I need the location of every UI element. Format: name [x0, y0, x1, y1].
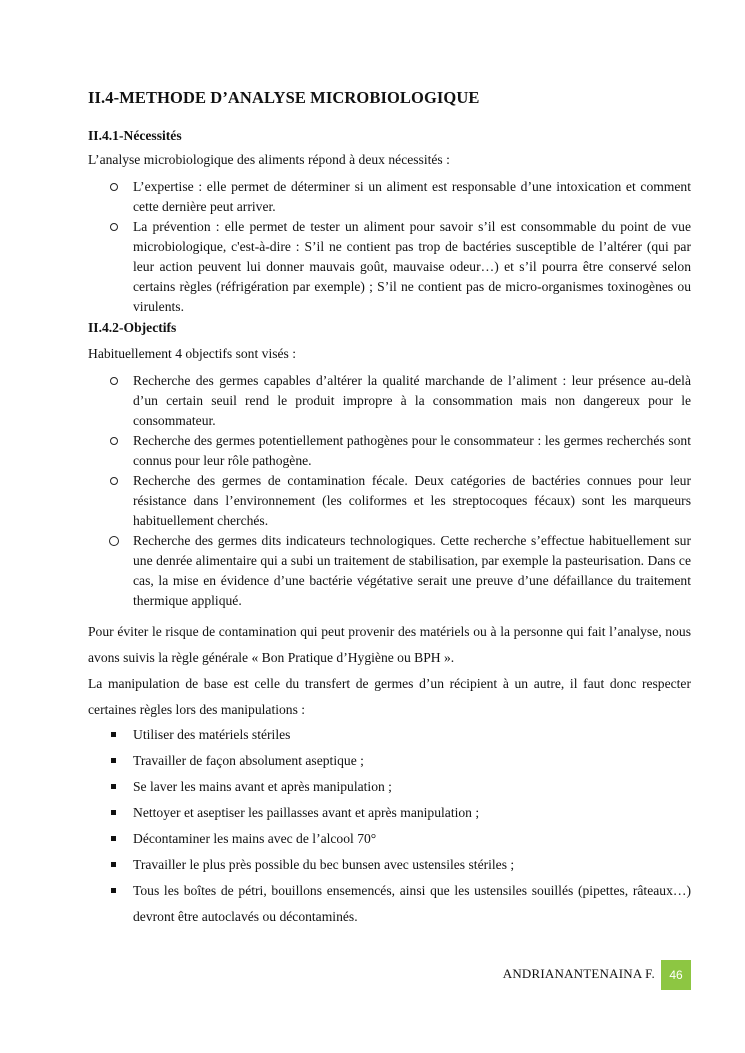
rules-list	[88, 722, 691, 930]
list-item: Travailler le plus près possible du bec bunsen avec ustensiles stériles ;	[88, 852, 691, 878]
list-item: Nettoyer et aseptiser les paillasses avant et après manipulation ;	[88, 800, 691, 826]
list-item: Décontaminer les mains avec de l’alcool 70°	[88, 826, 691, 852]
subsection-title-necessites: II.4.1-Nécessités	[88, 128, 182, 143]
list-item: La prévention : elle permet de tester un aliment pour savoir s’il est consommable du point de vue microbiologique, c'est-à-dire : S’il ne contient pas trop de bactéries susceptible de l’altérer (qui par leur action peuvent lui donner mauvais goût, mauvaise odeur…) et s’il pourra être conservé selon certains règles (réfrigération par exemple) ; S’il ne contient pas de micro-organismes toxinogènes ou virulents.	[88, 217, 691, 317]
list-item: Tous les boîtes de pétri, bouillons ensemencés, ainsi que les ustensiles souillés (pipettes, râteaux…) devront être autoclavés ou décontaminés.	[88, 878, 691, 930]
paragraph-manipulation: La manipulation de base est celle du transfert de germes d’un récipient à un autre, il faut donc respecter certaines règles lors des manipulations :	[88, 676, 691, 717]
list-item: Recherche des germes potentiellement pathogènes pour le consommateur : les germes recherchés sont connus pour leur rôle pathogène.	[88, 431, 691, 471]
objectifs-list	[88, 371, 691, 611]
circle-bullet-icon	[110, 377, 118, 385]
subsection-title-objectifs: II.4.2-Objectifs	[88, 320, 177, 335]
circle-bullet-icon	[110, 437, 118, 445]
list-item: Recherche des germes capables d’altérer la qualité marchande de l’aliment : leur présence au-delà d’un certain seuil rend le produit impropre à la consommation mais non dangereux pour le consommateur.	[88, 371, 691, 431]
circle-bullet-icon	[110, 183, 118, 191]
square-bullet-icon	[111, 836, 116, 841]
circle-bullet-icon	[110, 223, 118, 231]
circle-bullet-icon	[110, 477, 118, 485]
subsection-intro-objectifs: Habituellement 4 objectifs sont visés :	[88, 346, 297, 361]
square-bullet-icon	[111, 810, 116, 815]
list-item: Utiliser des matériels stériles	[88, 722, 691, 748]
necessites-list	[88, 177, 691, 317]
list-item: Recherche des germes de contamination fécale. Deux catégories de bactéries connues pour leur résistance dans l’environnement (les coliformes et les streptocoques fécaux) sont les marqueurs habituellement cherchés.	[88, 471, 691, 531]
section-title: II.4-METHODE D’ANALYSE MICROBIOLOGIQUE	[88, 88, 480, 107]
square-bullet-icon	[111, 784, 116, 789]
list-item: L’expertise : elle permet de déterminer si un aliment est responsable d’une intoxication et comment cette dernière peut arriver.	[88, 177, 691, 217]
circle-bullet-icon	[109, 536, 119, 546]
page-number-badge: 46	[661, 960, 691, 990]
square-bullet-icon	[111, 888, 116, 893]
footer-author: ANDRIANANTENAINA F.	[502, 966, 655, 981]
square-bullet-icon	[111, 862, 116, 867]
list-item: Se laver les mains avant et après manipulation ;	[88, 774, 691, 800]
square-bullet-icon	[111, 758, 116, 763]
list-item: Recherche des germes dits indicateurs technologiques. Cette recherche s’effectue habituellement sur une denrée alimentaire qui a subi un traitement de stabilisation, par exemple la pasteurisation. Dans ce cas, la mise en évidence d’une bactérie végétative serait une preuve d’une défaillance du traitement thermique appliqué.	[88, 531, 691, 611]
subsection-intro-necessites: L’analyse microbiologique des aliments répond à deux nécessités :	[88, 152, 450, 167]
square-bullet-icon	[111, 732, 116, 737]
paragraph-contamination: Pour éviter le risque de contamination qui peut provenir des matériels ou à la personne qui fait l’analyse, nous avons suivis la règle générale « Bon Pratique d’Hygiène ou BPH ».	[88, 624, 691, 665]
list-item: Travailler de façon absolument aseptique ;	[88, 748, 691, 774]
